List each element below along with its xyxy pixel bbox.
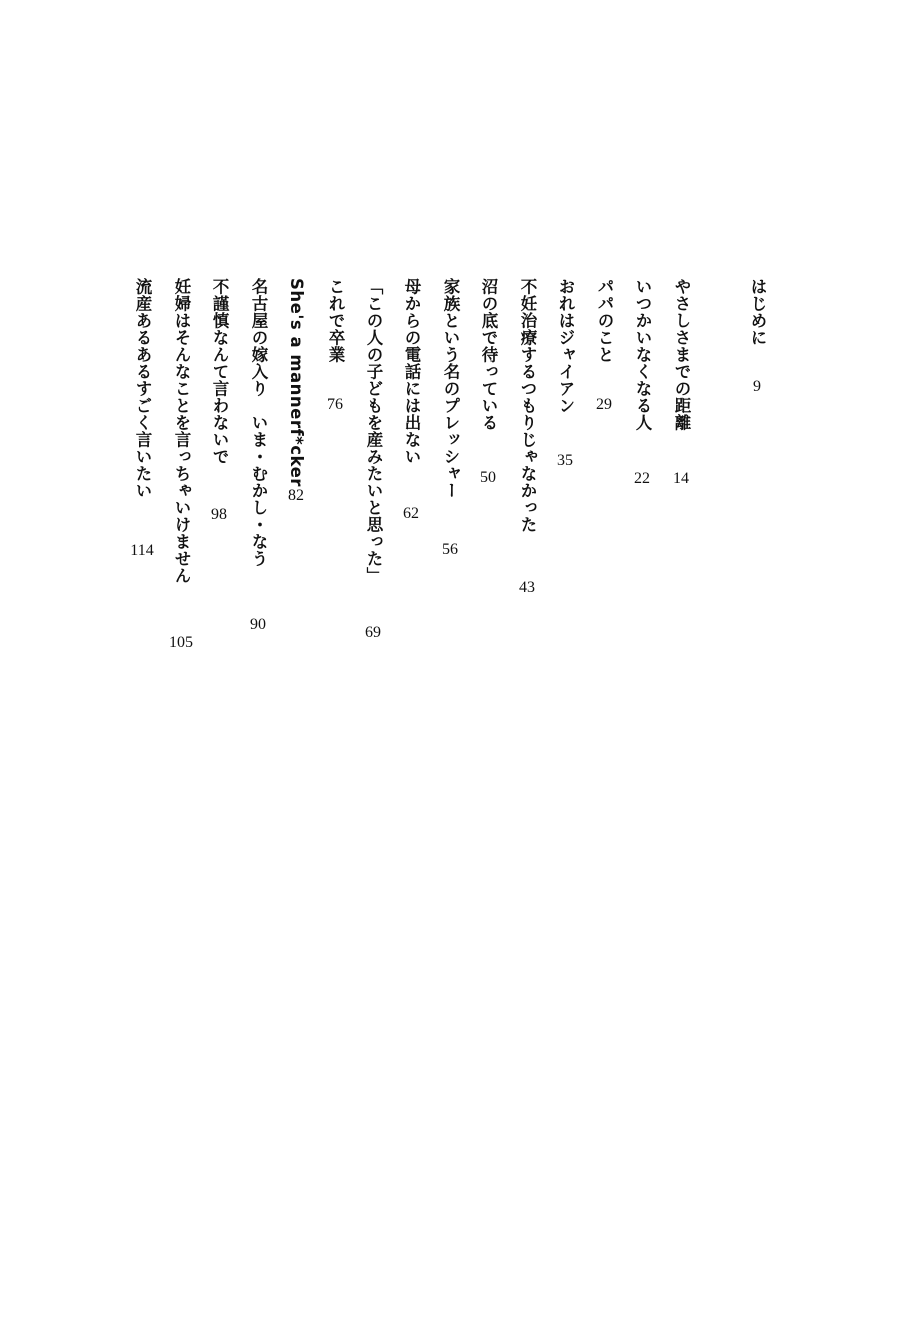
toc-entry xyxy=(204,278,234,678)
toc-entry xyxy=(166,278,196,678)
toc-entry-page: 50 xyxy=(480,469,496,486)
toc-entry-title: パパのこと xyxy=(595,278,614,363)
toc-entry-title: She's a mannerf*cker xyxy=(287,278,306,487)
toc-entry-page: 56 xyxy=(442,541,458,558)
toc-entry xyxy=(742,278,772,678)
toc-entry-page: 29 xyxy=(596,396,612,413)
toc-entry-page: 76 xyxy=(327,396,343,413)
toc-entry xyxy=(512,278,542,678)
toc-entry xyxy=(627,278,657,678)
toc-entry-page: 35 xyxy=(557,452,573,469)
toc-entry xyxy=(396,278,426,678)
toc-entry xyxy=(243,278,273,678)
toc-entry-page: 90 xyxy=(250,616,266,633)
toc-entry xyxy=(358,278,388,678)
toc-entry-title: 「この人の子どもを産みたいと思った」 xyxy=(364,278,383,584)
toc-entry xyxy=(435,278,465,678)
toc-entry-title: 不妊治療するつもりじゃなかった xyxy=(518,278,537,533)
toc-entry-title: 家族という名のプレッシャー xyxy=(441,278,460,499)
toc-entry-title: これで卒業 xyxy=(326,278,345,363)
toc-entry-title: 沼の底で待っている xyxy=(479,278,498,431)
toc-entry-page: 98 xyxy=(211,506,227,523)
toc-entry xyxy=(127,278,157,678)
toc-entry xyxy=(589,278,619,678)
toc-entry-page: 62 xyxy=(403,505,419,522)
toc-entry xyxy=(281,278,311,678)
toc-entry-page: 43 xyxy=(519,579,535,596)
toc-entry xyxy=(550,278,580,678)
toc-entry xyxy=(473,278,503,678)
toc-entry-page: 82 xyxy=(288,487,304,504)
toc-entry xyxy=(320,278,350,678)
toc-entry-page: 22 xyxy=(634,470,650,487)
toc-entry-title: やさしさまでの距離 xyxy=(672,278,691,431)
toc-entry-title: おれはジャイアン xyxy=(556,278,575,414)
toc-entry-page: 9 xyxy=(753,378,761,395)
toc-entry xyxy=(666,278,696,678)
toc-entry-title: いつかいなくなる人 xyxy=(633,278,652,431)
toc-entry-title: 不謹慎なんて言わないで xyxy=(210,278,229,465)
toc-entry-title: 流産あるあるすごく言いたい xyxy=(133,278,152,499)
toc-entry-title: 母からの電話には出ない xyxy=(402,278,421,465)
toc-entry-title: はじめに xyxy=(748,278,767,346)
toc-entry-page: 14 xyxy=(673,470,689,487)
toc-entry-page: 69 xyxy=(365,624,381,641)
toc-entry-title: 名古屋の嫁入り いま・むかし・なう xyxy=(249,278,268,567)
toc-entry-title: 妊婦はそんなことを言っちゃいけません xyxy=(172,278,191,584)
toc-entry-page: 105 xyxy=(169,634,193,651)
toc-entry-page: 114 xyxy=(130,542,154,559)
